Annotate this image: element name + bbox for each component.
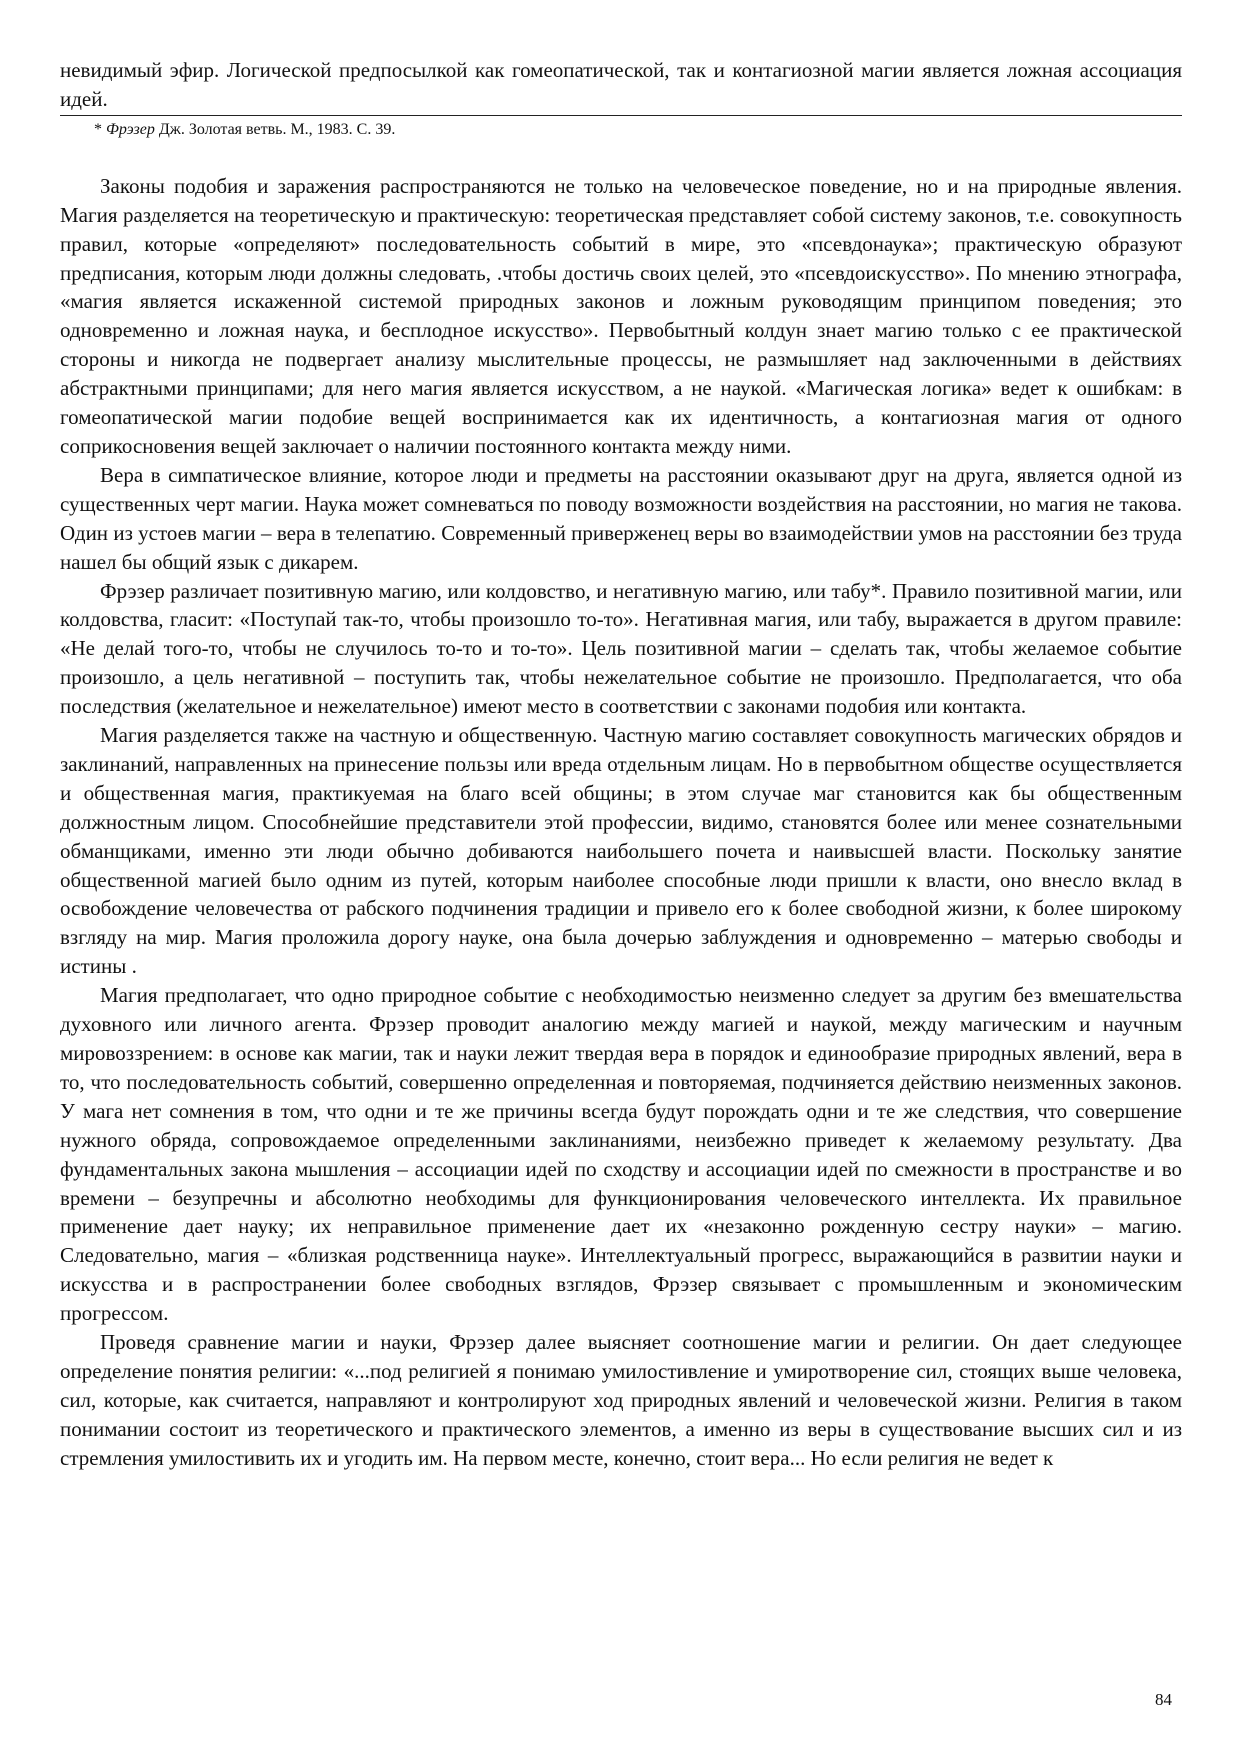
continuation-paragraph: невидимый эфир. Логической предпосылкой как гомеопатической, так и контагиозной магии является ложная ассоциация идей. (60, 58, 1182, 111)
section-gap (60, 140, 1182, 172)
document-page (60, 56, 1182, 1473)
footnote-citation: Дж. Золотая ветвь. М., 1983. С. 39. (154, 120, 396, 138)
page-number: 84 (1155, 1690, 1172, 1709)
footnote-author: Фрэзер (106, 120, 155, 138)
footnote-divider (60, 115, 1182, 116)
body-paragraph-2: Вера в симпатическое влияние, которое люди и предметы на расстоянии оказывают друг на друга, является одной из существенных черт магии. Наука может сомневаться по поводу возможности воздействия на расстоянии, но магия не такова. Один из устоев магии – вера в телепатию. Современный приверженец веры во взаимодействии умов на расстоянии без труда нашел бы общий язык с дикарем. (60, 462, 1182, 574)
body-paragraph-4: Магия разделяется также на частную и общественную. Частную магию составляет совокупность магических обрядов и заклинаний, направленных на принесение пользы или вреда отдельным лицам. Но в первобытном обществе осуществляется и общественная магия, практикуемая на благо всей общины; в этом случае маг становится как бы общественным должностным лицом. Способнейшие представители этой профессии, видимо, становятся более или менее сознательными обманщиками, именно эти люди обычно добиваются наибольшего почета и наивысшей власти. Поскольку занятие общественной магией было одним из путей, которым наиболее способные люди пришли к власти, оно внесло вклад в освобождение человечества от рабского подчинения традиции и привело его к более свободной жизни, к более широкому взгляду на мир. Магия проложила дорогу науке, она была дочерью заблуждения и одновременно – матерью свободы и истины . (60, 723, 1182, 979)
body-paragraph-3: Фрэзер различает позитивную магию, или колдовство, и негативную магию, или табу*. Правило позитивной магии, или колдовства, гласит: «Поступай так-то, чтобы произошло то-то». Негативная магия, или табу, выражается в другом правиле: «Не делай того-то, чтобы не случилось то-то и то-то». Цель позитивной магии – сделать так, чтобы желаемое событие произошло, а цель негативной – поступить так, чтобы нежелательное событие не произошло. Предполагается, что оба последствия (желательное и нежелательное) имеют место в соответствии с законами подобия или контакта. (60, 578, 1182, 719)
body-paragraph-5: Магия предполагает, что одно природное событие с необходимостью неизменно следует за другим без вмешательства духовного или личного агента. Фрэзер проводит аналогию между магией и наукой, между магическим и научным мировоззрением: в основе как магии, так и науки лежит твердая вера в порядок и единообразие природных явлений, вера в то, что последовательность событий, совершенно определенная и повторяемая, подчиняется действию неизменных законов. У мага нет сомнения в том, что одни и те же причины всегда будут порождать одни и те же следствия, что совершение нужного обряда, сопровождаемое определенными заклинаниями, неизбежно приведет к желаемому результату. Два фундаментальных закона мышления – ассоциации идей по сходству и ассоциации идей по смежности в пространстве и во времени – безупречны и абсолютно необходимы для функционирования человеческого интеллекта. Их правильное применение дает науку; их неправильное применение дает их «незаконно рожденную сестру науки» – магию. Следовательно, магия – «близкая родственница науке». Интеллектуальный прогресс, выражающийся в развитии науки и искусства и в распространении более свободных взглядов, Фрэзер связывает с промышленным и экономическим прогрессом. (60, 983, 1182, 1326)
body-paragraph-6: Проведя сравнение магии и науки, Фрэзер далее выясняет соотношение магии и религии. Он дает следующее определение понятия религии: «...под религией я понимаю умилостивление и умиротворение сил, стоящих выше человека, сил, которые, как считается, направляют и контролируют ход природных явлений и человеческой жизни. Религия в таком понимании состоит из теоретического и практического элементов, а именно из веры в существование высших сил и из стремления умилостивить их и угодить им. На первом месте, конечно, стоит вера... Но если религия не ведет к (60, 1330, 1182, 1470)
body-paragraph-1: Законы подобия и заражения распространяются не только на человеческое поведение, но и на природные явления. Магия разделяется на теоретическую и практическую: теоретическая представляет собой систему законов, т.е. совокупность правил, которые «определяют» последовательность событий в мире, это «псевдонаука»; практическую образуют предписания, которым люди должны следовать, .чтобы достичь своих целей, это «псевдоискусство». По мнению этнографа, «магия является искаженной системой природных законов и ложным руководящим принципом поведения; это одновременно и ложная наука, и бесплодное искусство». Первобытный колдун знает магию только с ее практической стороны и никогда не подвергает анализу мыслительные процессы, не размышляет над заключенными в действиях абстрактными принципами; для него магия является искусством, а не наукой. «Магическая логика» ведет к ошибкам: в гомеопатической магии подобие вещей воспринимается как их идентичность, а контагиозная магия от одного соприкосновения вещей заключает о наличии постоянного контакта между ними. (60, 173, 1182, 458)
footnote (94, 120, 1182, 140)
footnote-marker: * (94, 120, 106, 138)
